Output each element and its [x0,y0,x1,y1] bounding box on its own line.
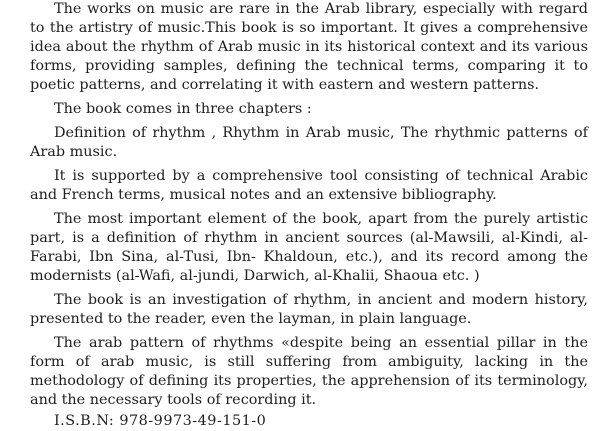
book-description-page [30,0,588,429]
paragraph-sources: The most important element of the book, apart from the purely artistic part, is a definition of rhythm in ancient sources (al-Mawsili, al-Kindi, al- Farabi, Ibn Sina, al-Tusi, Ibn- Khaldoun, etc.), and its record among the modernists (al-Wafi, al-jundi, Darwich, al-Khalii, Shaoua etc. ) [30,211,588,284]
paragraph-investigation: The book is an investigation of rhythm, in ancient and modern history, presented to the reader, even the layman, in plain language. [30,292,588,327]
isbn-line: I.S.B.N: 978-9973-49-151-0 [54,413,267,429]
paragraph-intro: The works on music are rare in the Arab library, especially with regard to the artistry of music.This book is so important. It gives a comprehensive idea about the rhythm of Arab music in its historical context and its various forms, providing samples, defining the technical terms, comparing it to poetic patterns, and correlating it with eastern and western patterns. [30,1,588,93]
paragraph-chapters-list: Definition of rhythm , Rhythm in Arab music, The rhythmic patterns of Arab music. [30,125,588,160]
paragraph-chapters-intro: The book comes in three chapters : [54,101,312,117]
paragraph-tools: It is supported by a comprehensive tool consisting of technical Arabic and French terms, musical notes and an extensive bibliography. [30,168,588,203]
paragraph-arab-pattern: The arab pattern of rhythms «despite being an essential pillar in the form of arab music, is still suffering from ambiguity, lacking in the methodology of defining its properties, the apprehension of its terminology, and the necessary tools of recording it. [30,335,588,408]
